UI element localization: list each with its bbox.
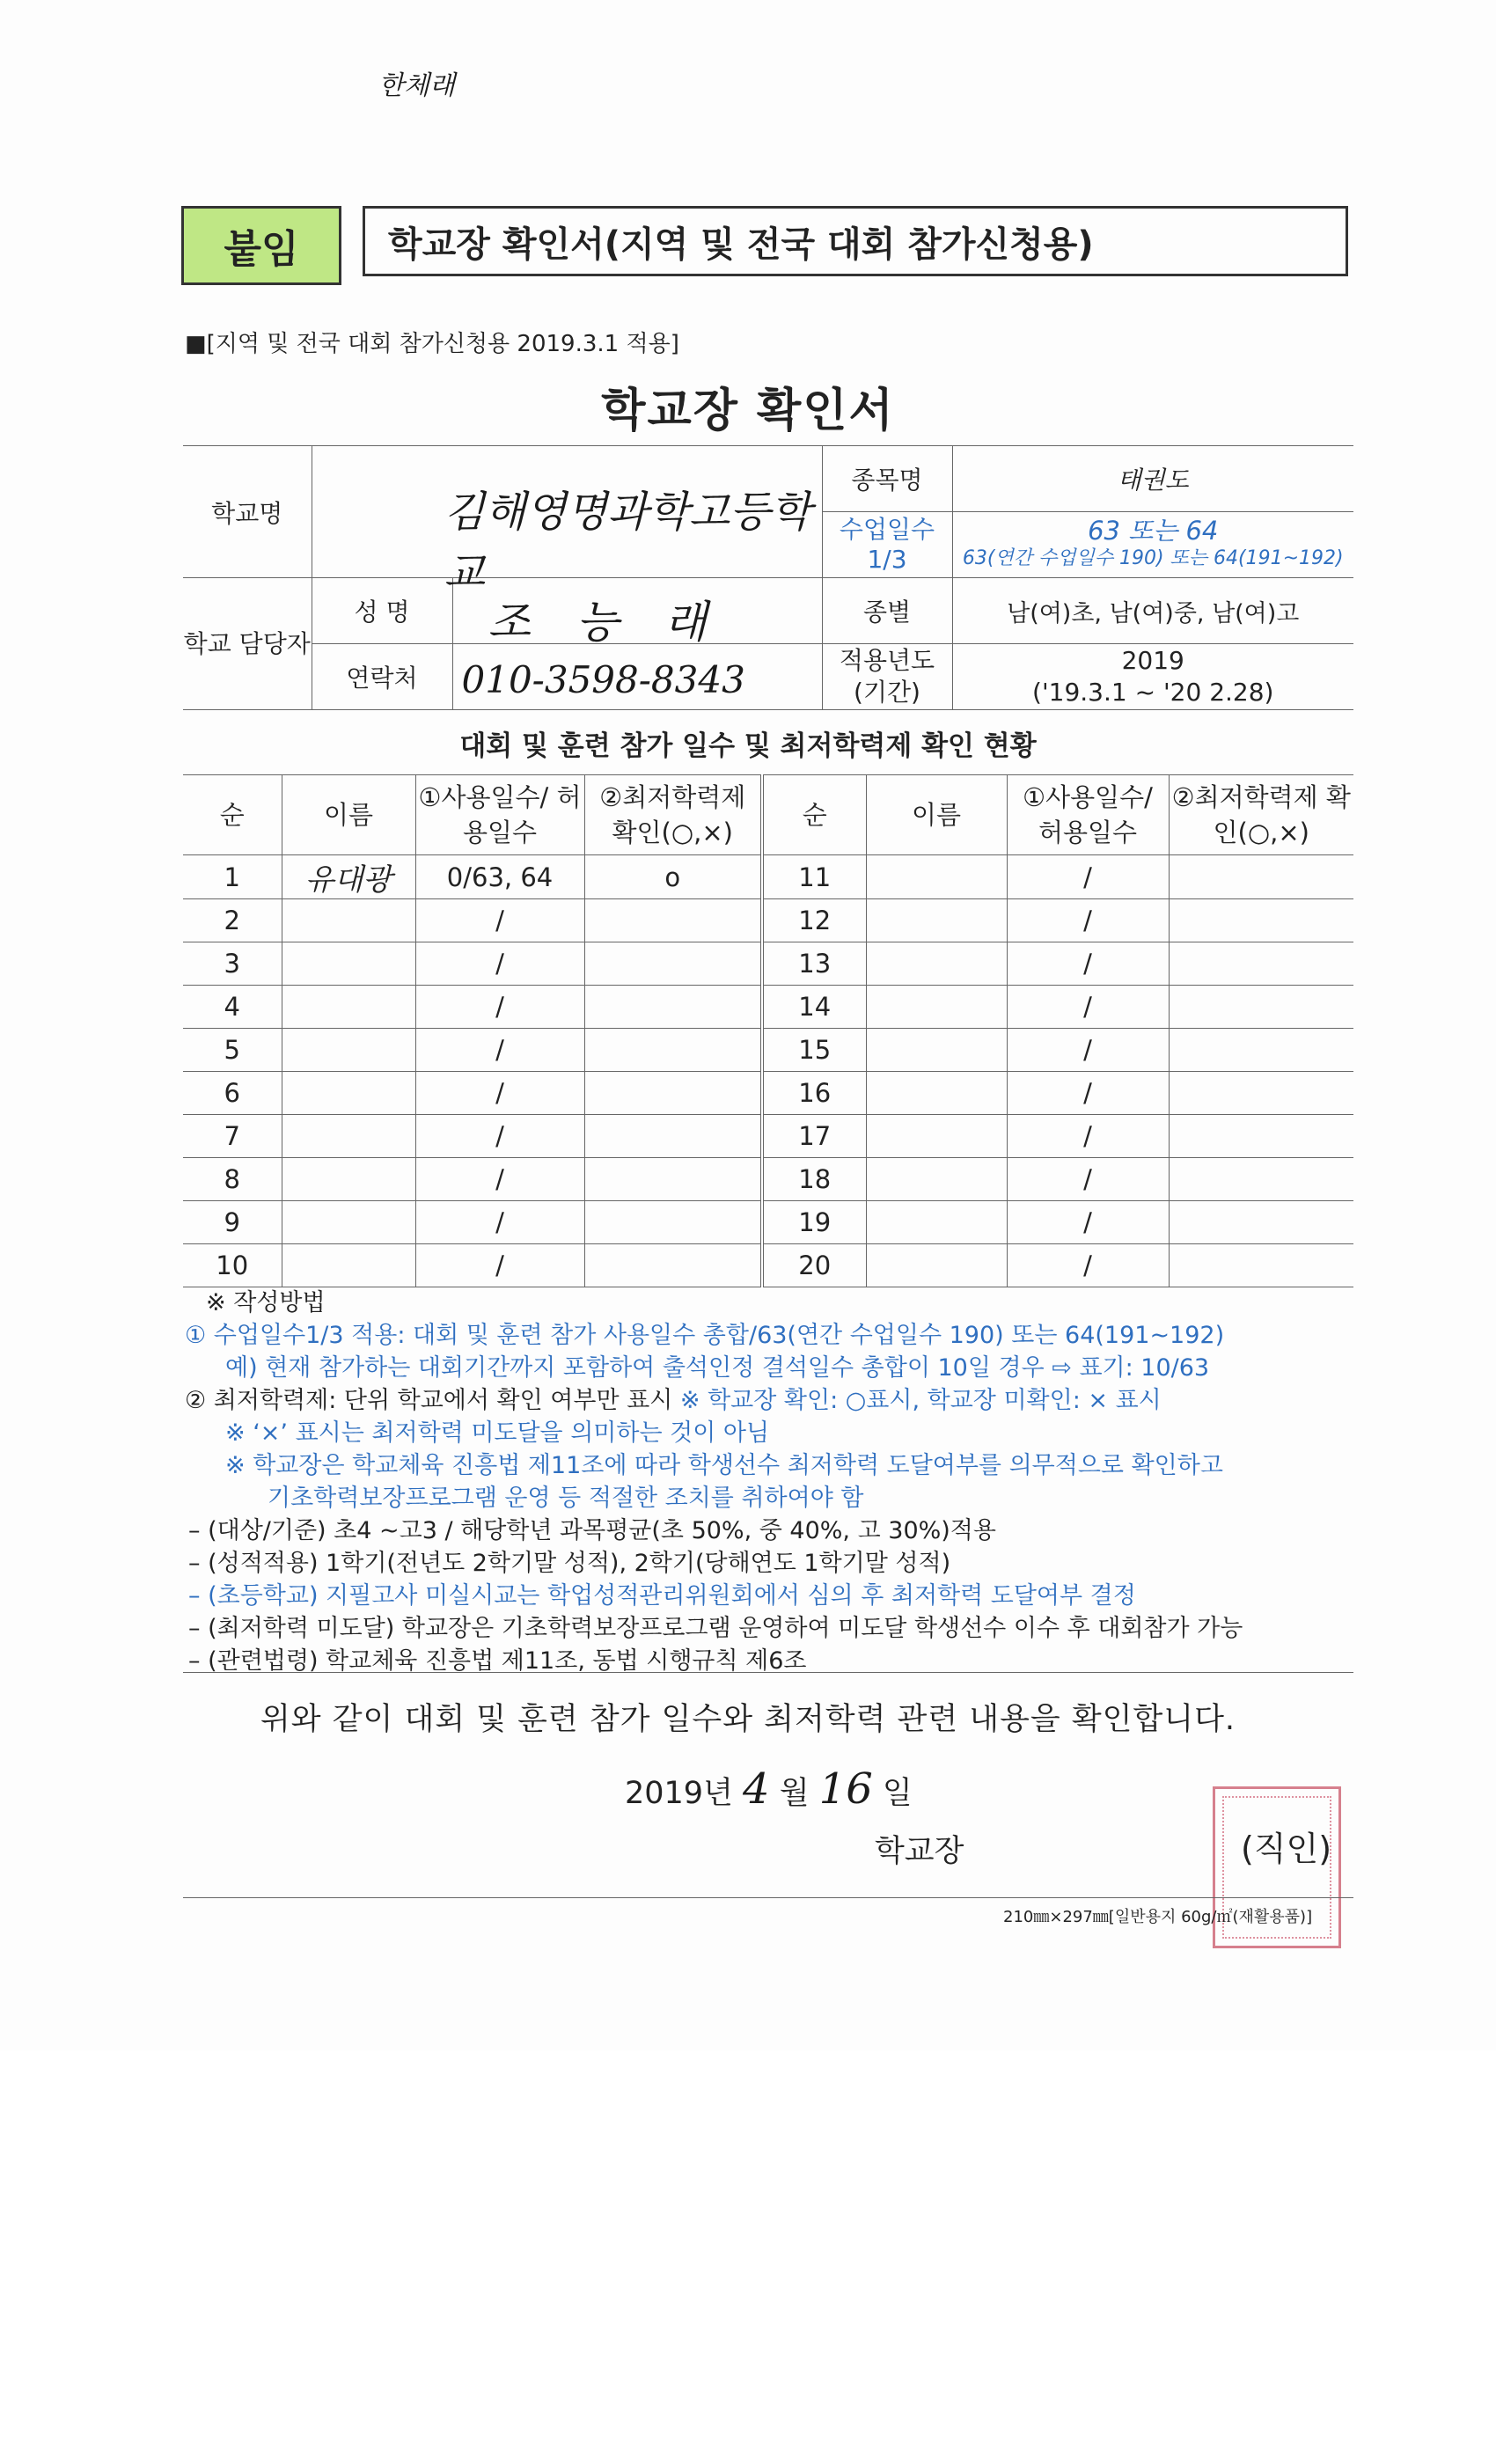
col-no: 순 <box>183 775 282 855</box>
row-number-right: 13 <box>762 942 866 986</box>
handwritten-note: 한체래 <box>378 70 455 101</box>
gender-value: 남(여)초, 남(여)중, 남(여)고 <box>952 578 1353 644</box>
col-name-right: 이름 <box>866 775 1007 855</box>
row-check <box>584 1115 762 1158</box>
row-days-right: / <box>1007 855 1169 899</box>
row-name <box>282 1244 415 1287</box>
name-value-cell <box>452 578 822 648</box>
table-row <box>183 942 1353 986</box>
row-check-right <box>1169 855 1353 899</box>
name-label: 성 명 <box>312 578 452 644</box>
row-check-right <box>1169 899 1353 942</box>
row-name <box>282 1201 415 1244</box>
contact-person-label: 학교 담당자 <box>183 578 312 710</box>
row-check-right <box>1169 1158 1353 1201</box>
row-number: 8 <box>183 1158 282 1201</box>
row-days: / <box>415 1244 584 1287</box>
row-check-right <box>1169 1201 1353 1244</box>
instruction-2b: ※ ‘×’ 표시는 최저학력 미도달을 의미하는 것이 아님 <box>225 1419 770 1447</box>
days-label: 수업일수 1/3 <box>822 512 952 578</box>
divider-bottom <box>183 1897 1353 1898</box>
row-name-right <box>866 1029 1007 1072</box>
sport-label: 종목명 <box>822 446 952 512</box>
row-name-right <box>866 1158 1007 1201</box>
row-check-right <box>1169 1115 1353 1158</box>
table-row <box>183 1072 1353 1115</box>
row-name <box>282 1029 415 1072</box>
table-row <box>183 855 1353 899</box>
row-check <box>584 942 762 986</box>
table-row <box>183 986 1353 1029</box>
row-number-right: 16 <box>762 1072 866 1115</box>
detail-law: – (관련법령) 학교체육 진흥법 제11조, 동법 시행규칙 제6조 <box>188 1647 807 1675</box>
school-label: 학교명 <box>183 446 312 578</box>
row-name <box>282 1158 415 1201</box>
row-days-right: / <box>1007 1072 1169 1115</box>
row-check-right <box>1169 1072 1353 1115</box>
instructions <box>185 1287 1364 1677</box>
row-name-right <box>866 899 1007 942</box>
row-days-right: / <box>1007 899 1169 942</box>
participation-table <box>183 774 1353 1287</box>
date-day: 16 <box>818 1764 873 1814</box>
year-label: 적용년도 (기간) <box>822 644 952 710</box>
row-number-right: 12 <box>762 899 866 942</box>
date-month-unit: 월 <box>779 1776 810 1811</box>
phone-label: 연락처 <box>312 644 452 710</box>
school-value-cell <box>312 446 822 598</box>
table-row <box>183 1158 1353 1201</box>
row-days: / <box>415 1158 584 1201</box>
row-number-right: 14 <box>762 986 866 1029</box>
confirmation-text: 위와 같이 대회 및 훈련 참가 일수와 최저학력 관련 내용을 확인합니다. <box>260 1702 1236 1737</box>
header-title: 학교장 확인서(지역 및 전국 대회 참가신청용) <box>363 206 1348 276</box>
row-number: 5 <box>183 1029 282 1072</box>
row-number: 1 <box>183 855 282 899</box>
row-check <box>584 1072 762 1115</box>
row-name-right <box>866 942 1007 986</box>
col-check-right: ②최저학력제 확인(○,×) <box>1169 775 1353 855</box>
instruction-2c: ※ 학교장은 학교체육 진흥법 제11조에 따라 학생선수 최저학력 도달여부를 의무적으로 확인하고 <box>225 1452 1223 1479</box>
phone-value: 010-3598-8343 <box>461 658 745 701</box>
row-check: o <box>584 855 762 899</box>
detail-not-met: – (최저학력 미도달) 학교장은 기초학력보장프로그램 운영하여 미도달 학생선수 이수 후 대회참가 가능 <box>188 1615 1243 1642</box>
row-check-right <box>1169 986 1353 1029</box>
document-title: 학교장 확인서 <box>601 385 895 437</box>
instruction-2a-note: ※ 학교장 확인: ○표시, 학교장 미확인: × 표시 <box>679 1387 1162 1414</box>
period-value: ('19.3.1 ~ '20 2.28) <box>1032 678 1274 707</box>
row-days: / <box>415 942 584 986</box>
sport-value: 태권도 <box>952 446 1353 512</box>
row-days: / <box>415 1029 584 1072</box>
gender-label: 종별 <box>822 578 952 644</box>
row-number-right: 17 <box>762 1115 866 1158</box>
days-value-main: 63 또는 64 <box>1088 516 1219 546</box>
row-days-right: / <box>1007 1115 1169 1158</box>
date-day-unit: 일 <box>882 1776 913 1811</box>
row-days: / <box>415 1201 584 1244</box>
section-title: 대회 및 훈련 참가 일수 및 최저학력제 확인 현황 <box>459 730 1037 762</box>
row-check <box>584 1201 762 1244</box>
row-days-right: / <box>1007 1029 1169 1072</box>
row-number: 2 <box>183 899 282 942</box>
row-name <box>282 899 415 942</box>
col-check: ②최저학력제 확인(○,×) <box>584 775 762 855</box>
row-days: / <box>415 986 584 1029</box>
detail-grades: – (성적적용) 1학기(전년도 2학기말 성적), 2학기(당해연도 1학기말 성적) <box>188 1550 951 1577</box>
table-row <box>183 1201 1353 1244</box>
row-name-right <box>866 1072 1007 1115</box>
row-number-right: 15 <box>762 1029 866 1072</box>
instruction-1b: 예) 현재 참가하는 대회기간까지 포함하여 출석인정 결석일수 총합이 10일 경우 ⇨ 표기: 10/63 <box>225 1354 1210 1382</box>
table-row <box>183 899 1353 942</box>
row-check <box>584 899 762 942</box>
row-days-right: / <box>1007 1158 1169 1201</box>
instruction-1a: ① 수업일수1/3 적용: 대회 및 훈련 참가 사용일수 총합/63(연간 수업일수 190) 또는 64(191~192) <box>185 1322 1225 1349</box>
row-name-right <box>866 1115 1007 1158</box>
date-month: 4 <box>743 1764 770 1814</box>
row-number: 7 <box>183 1115 282 1158</box>
phone-value-cell <box>452 644 822 710</box>
row-days: / <box>415 1115 584 1158</box>
col-days: ①사용일수/ 허용일수 <box>415 775 584 855</box>
table-row <box>183 1029 1353 1072</box>
row-days: 0/63, 64 <box>415 855 584 899</box>
instructions-heading: ※ 작성방법 <box>206 1289 326 1316</box>
row-number-right: 11 <box>762 855 866 899</box>
applicability-note: ■[지역 및 전국 대회 참가신청용 2019.3.1 적용] <box>185 331 679 357</box>
year-value: 2019 <box>1121 646 1184 675</box>
row-name <box>282 942 415 986</box>
row-check-right <box>1169 1244 1353 1287</box>
principal-label: 학교장 <box>875 1834 964 1869</box>
row-number: 6 <box>183 1072 282 1115</box>
col-days-right: ①사용일수/ 허용일수 <box>1007 775 1169 855</box>
instruction-2a-main: ② 최저학력제: 단위 학교에서 확인 여부만 표시 <box>185 1387 673 1414</box>
detail-target: – (대상/기준) 초4 ~고3 / 해당학년 과목평균(초 50%, 중 40%, 고 30%)적용 <box>188 1517 996 1544</box>
days-value-detail: 63(연간 수업일수 190) 또는 64(191~192) <box>962 547 1344 569</box>
row-check <box>584 1158 762 1201</box>
row-name-right <box>866 855 1007 899</box>
row-name-right <box>866 986 1007 1029</box>
row-number-right: 20 <box>762 1244 866 1287</box>
row-number: 3 <box>183 942 282 986</box>
row-days-right: / <box>1007 986 1169 1029</box>
row-number-right: 18 <box>762 1158 866 1201</box>
date-year: 2019년 <box>625 1776 733 1811</box>
row-name: 유대광 <box>282 855 415 899</box>
detail-elementary: – (초등학교) 지필고사 미실시교는 학업성적관리위원회에서 심의 후 최저학력 도달여부 결정 <box>188 1582 1136 1610</box>
name-value: 조 능 래 <box>488 597 723 648</box>
row-name <box>282 1072 415 1115</box>
paper-spec: 210㎜×297㎜[일반용지 60g/㎡(재활용품)] <box>1003 1908 1313 1926</box>
issue-date <box>625 1764 913 1814</box>
col-no-right: 순 <box>762 775 866 855</box>
table-row <box>183 1115 1353 1158</box>
instruction-2a <box>185 1384 1364 1417</box>
row-check <box>584 986 762 1029</box>
row-check-right <box>1169 1029 1353 1072</box>
days-value-cell <box>952 512 1353 578</box>
row-name-right <box>866 1201 1007 1244</box>
col-name: 이름 <box>282 775 415 855</box>
row-check <box>584 1244 762 1287</box>
row-number: 9 <box>183 1201 282 1244</box>
divider-top <box>183 1672 1353 1673</box>
row-number-right: 19 <box>762 1201 866 1244</box>
row-days: / <box>415 899 584 942</box>
participation-rows <box>183 855 1353 1287</box>
row-check <box>584 1029 762 1072</box>
row-days-right: / <box>1007 942 1169 986</box>
row-name-right <box>866 1244 1007 1287</box>
info-table <box>183 445 1353 710</box>
row-name <box>282 986 415 1029</box>
row-days: / <box>415 1072 584 1115</box>
school-value: 김해영명과학고등학교 <box>444 488 811 598</box>
row-check-right <box>1169 942 1353 986</box>
attachment-tag: 붙임 <box>181 206 341 285</box>
table-row <box>183 1244 1353 1287</box>
row-number: 10 <box>183 1244 282 1287</box>
year-value-cell <box>952 644 1353 710</box>
header-row <box>181 206 1353 283</box>
row-days-right: / <box>1007 1201 1169 1244</box>
row-number: 4 <box>183 986 282 1029</box>
row-name <box>282 1115 415 1158</box>
row-days-right: / <box>1007 1244 1169 1287</box>
seal-label: (직인) <box>1241 1830 1332 1868</box>
instruction-2d: 기초학력보장프로그램 운영 등 적절한 조치를 취하여야 함 <box>268 1485 864 1512</box>
